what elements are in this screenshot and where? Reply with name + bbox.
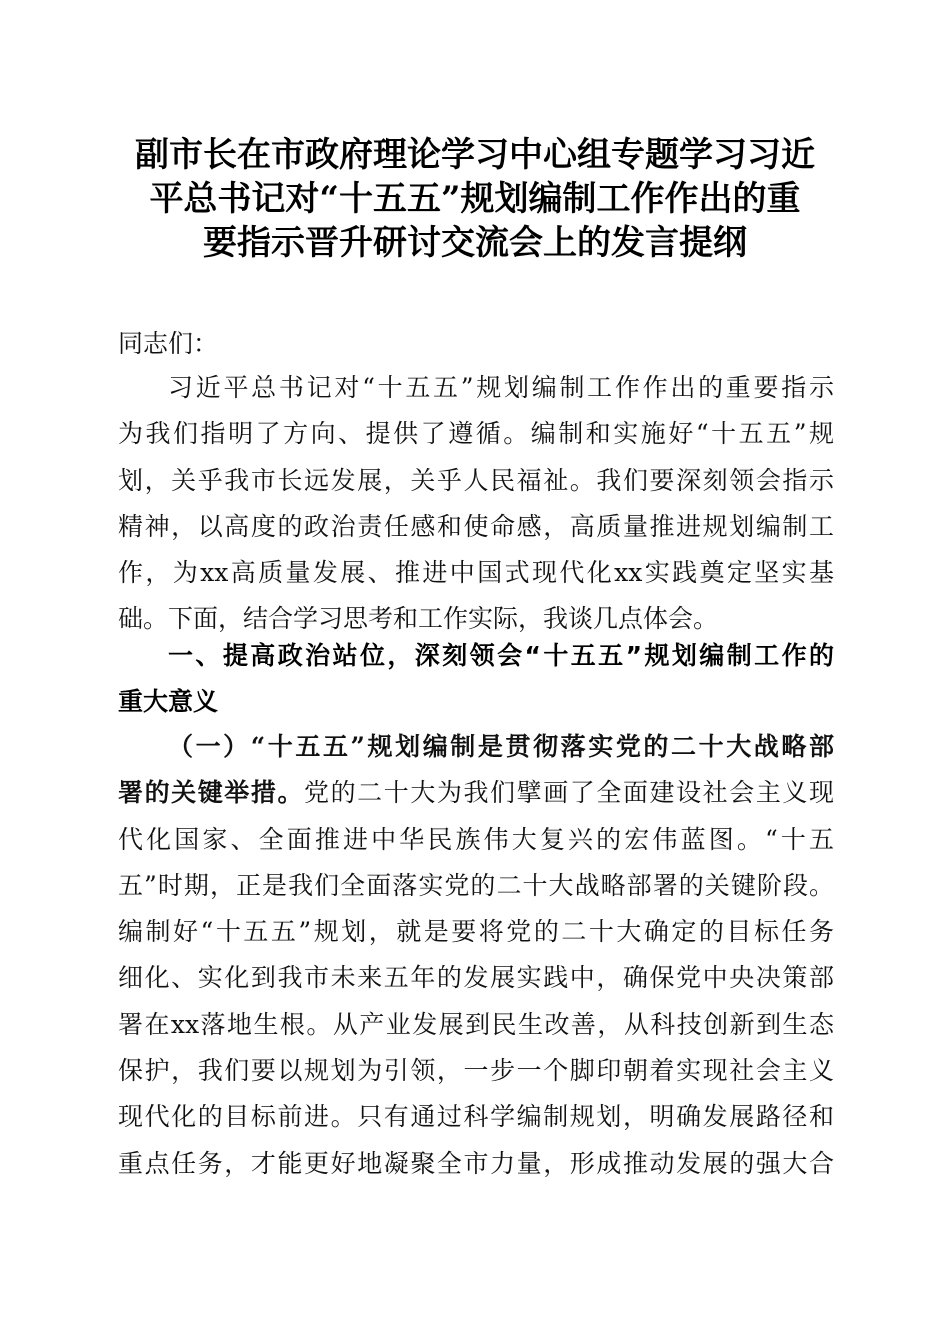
paragraph-line: 精神，以高度的政治责任感和使命感，高质量推进规划编制工 — [118, 511, 834, 541]
paragraph-line: 划，关乎我市长远发展，关乎人民福祉。我们要深刻领会指示 — [118, 465, 834, 495]
paragraph-line: 现代化的目标前进。只有通过科学编制规划，明确发展路径和 — [118, 1102, 834, 1132]
paragraph-line: 为我们指明了方向、提供了遵循。编制和实施好“十五五”规 — [118, 419, 834, 449]
title-line: 要指示晋升研讨交流会上的发言提纲 — [203, 223, 747, 263]
paragraph-line: 细化、实化到我市未来五年的发展实践中，确保党中央决策部 — [118, 963, 834, 993]
heading-line: 一、提高政治站位，深刻领会“十五五”规划编制工作的 — [168, 641, 834, 670]
paragraph-line: 习近平总书记对“十五五”规划编制工作作出的重要指示 — [168, 373, 834, 402]
paragraph-line — [118, 770, 834, 816]
document-title — [112, 133, 838, 265]
section-heading — [118, 633, 834, 726]
intro-paragraph — [118, 365, 834, 643]
heading-line: 重大意义 — [118, 687, 219, 717]
paragraph-line: 作，为xx高质量发展、推进中国式现代化xx实践奠定坚实基 — [118, 558, 834, 588]
greeting-text: 同志们： — [118, 329, 219, 358]
paragraph-line: 重点任务，才能更好地凝聚全市力量，形成推动发展的强大合 — [118, 1148, 834, 1178]
paragraph-line: 保护，我们要以规划为引领，一步一个脚印朝着实现社会主义 — [118, 1056, 834, 1086]
subsection-lead-line: （一）“十五五”规划编制是贯彻落实党的二十大战略部 — [168, 732, 834, 761]
paragraph-line: 础。下面，结合学习思考和工作实际，我谈几点体会。 — [118, 604, 719, 634]
paragraph-line: 署在xx落地生根。从产业发展到民生改善，从科技创新到生态 — [118, 1009, 834, 1039]
title-line: 副市长在市政府理论学习中心组专题学习习近 — [135, 135, 815, 175]
paragraph-text: 党的二十大为我们擘画了全面建设社会主义现 — [304, 778, 834, 808]
title-line: 平总书记对“十五五”规划编制工作作出的重 — [149, 179, 801, 219]
greeting — [118, 321, 834, 367]
subsection-lead-line: 署的关键举措。 — [118, 778, 305, 808]
paragraph-line: 代化国家、全面推进中华民族伟大复兴的宏伟蓝图。“十五 — [118, 824, 834, 854]
subsection-paragraph — [118, 724, 834, 1187]
paragraph-line: 五”时期，正是我们全面落实党的二十大战略部署的关键阶段。 — [118, 870, 834, 900]
paragraph-line: 编制好“十五五”规划，就是要将党的二十大确定的目标任务 — [118, 917, 834, 947]
